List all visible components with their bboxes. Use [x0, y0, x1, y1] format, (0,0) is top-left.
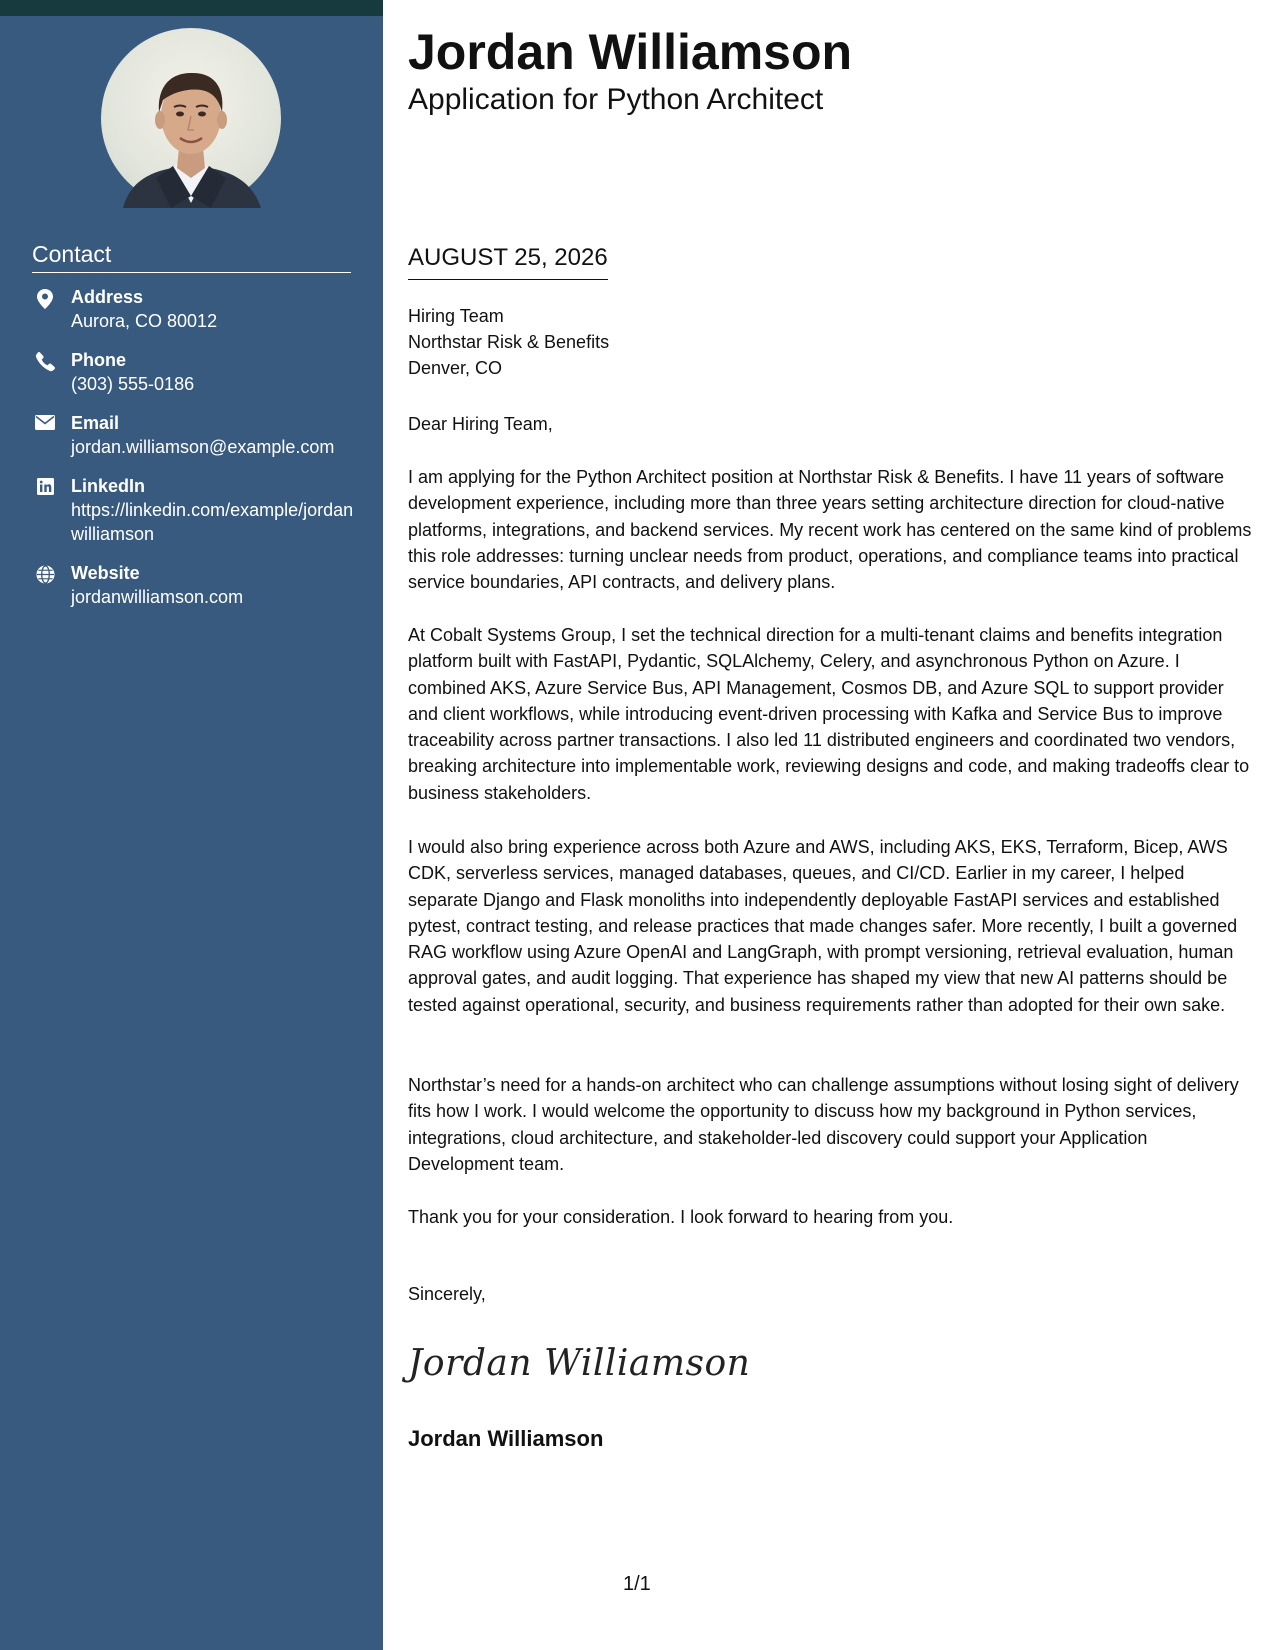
- contact-value-phone: (303) 555-0186: [71, 374, 195, 394]
- closing: Sincerely,: [408, 1284, 486, 1304]
- contact-value-email: jordan.williamson@example.com: [71, 437, 335, 457]
- page-number: 1/1: [623, 1573, 651, 1595]
- contact-label-address: Address: [71, 287, 144, 307]
- contact-label-phone: Phone: [71, 350, 127, 370]
- contact-value-website[interactable]: jordanwilliamson.com: [71, 587, 244, 607]
- handwritten-signature: Jordan Williamson: [408, 1343, 751, 1384]
- recipient-line: Northstar Risk & Benefits: [408, 332, 610, 352]
- contact-heading: Contact: [32, 240, 351, 273]
- paragraph-fit: Northstar’s need for a hands-on architect who can challenge assumptions without losing sight of delivery fits how I work. I would welcome the opportunity to discuss how my background in Python services, integrations, cloud architecture, and stakeholder-led discovery could support your Application Development team.: [408, 1075, 1239, 1174]
- applicant-name: Jordan Williamson: [408, 24, 853, 80]
- recipient-block: [408, 303, 609, 381]
- contact-label-linkedin: LinkedIn: [71, 476, 146, 496]
- envelope-icon: [32, 415, 58, 435]
- sidebar: [0, 0, 383, 1650]
- paragraph-skills: I would also bring experience across both Azure and AWS, including AKS, EKS, Terraform, Bicep, AWS CDK, serverless services, managed databases, queues, and CI/CD. Earlier in my career, I helped separate Django and Flask monoliths into independently deployable FastAPI services and established pytest, contract testing, and release practices that made changes safer. More recently, I built a governed RAG workflow using Azure OpenAI and LangGraph, with prompt versioning, retrieval evaluation, human approval gates, and audit logging. That experience has shaped my view that new AI patterns should be tested against operational, security, and business requirements rather than adopted for their own sake.: [408, 837, 1238, 1015]
- map-pin-icon: [32, 289, 58, 309]
- sidebar-top-bar: [0, 0, 383, 16]
- portrait-illustration: [101, 28, 281, 208]
- linkedin-icon: [32, 478, 58, 498]
- recipient-line: Denver, CO: [408, 358, 503, 378]
- contact-label-website: Website: [71, 563, 140, 583]
- signed-name: Jordan Williamson: [408, 1426, 604, 1451]
- greeting: Dear Hiring Team,: [408, 414, 553, 434]
- phone-icon: [32, 352, 58, 372]
- contact-value-address: Aurora, CO 80012: [71, 311, 218, 331]
- application-title: Application for Python Architect: [408, 83, 824, 116]
- contact-value-linkedin[interactable]: https://linkedin.com/example/jordanwilliamson: [71, 500, 354, 544]
- paragraph-experience: At Cobalt Systems Group, I set the technical direction for a multi-tenant claims and benefits integration platform built with FastAPI, Pydantic, SQLAlchemy, Celery, and asynchronous Python on Azure. I combined AKS, Azure Service Bus, API Management, Cosmos DB, and Azure SQL to support provider and client workflows, while introducing event-driven processing with Kafka and Service Bus to improve traceability across partner transactions. I also led 11 distributed engineers and coordinated two vendors, breaking architecture into implementable work, reviewing designs and code, and making tradeoffs clear to business stakeholders.: [408, 625, 1250, 803]
- paragraph-intro: I am applying for the Python Architect position at Northstar Risk & Benefits. I have 11 years of software development experience, including more than three years setting architecture direction for cloud-native platforms, integrations, and backend services. My recent work has centered on the same kind of problems this role addresses: turning unclear needs from product, operations, and compliance teams into practical service boundaries, API contracts, and delivery plans.: [408, 467, 1252, 593]
- globe-icon: [32, 565, 58, 585]
- recipient-line: Hiring Team: [408, 306, 504, 326]
- letter-date: AUGUST 25, 2026: [408, 243, 608, 280]
- profile-photo: [101, 28, 281, 208]
- paragraph-thanks: Thank you for your consideration. I look forward to hearing from you.: [408, 1207, 954, 1227]
- contact-label-email: Email: [71, 413, 120, 433]
